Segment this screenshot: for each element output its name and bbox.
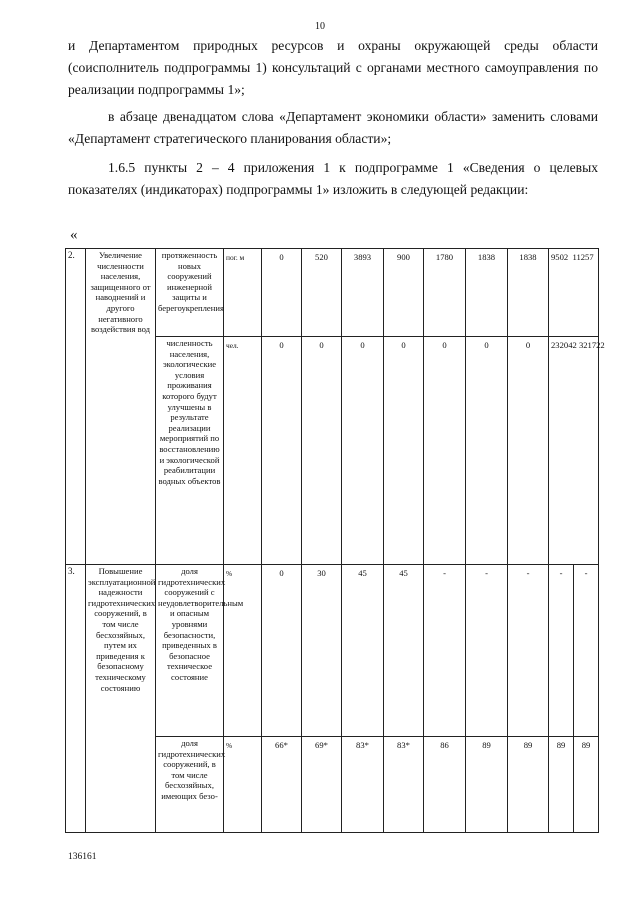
- table-row: [66, 249, 599, 337]
- value-cell: 232042: [551, 340, 577, 350]
- document-id: 136161: [68, 852, 97, 862]
- value-cell: 0: [262, 337, 302, 565]
- value-cell: 900: [384, 249, 424, 337]
- value-cell: 89: [549, 737, 574, 833]
- value-cell: 66*: [262, 737, 302, 833]
- unit-cell: %: [224, 737, 262, 833]
- value-cell: 0: [342, 337, 384, 565]
- value-cell: 321722: [578, 340, 605, 350]
- value-cell: 89: [574, 737, 599, 833]
- value-cell-pair: [549, 249, 599, 337]
- value-cell: 1838: [508, 249, 549, 337]
- body-text: [68, 35, 598, 201]
- value-cell: 0: [262, 565, 302, 737]
- table-row: [66, 565, 599, 737]
- value-cell: -: [508, 565, 549, 737]
- opening-quote: «: [70, 227, 78, 243]
- paragraph-2: в абзаце двенадцатом слова «Департамент экономики области» заменить словами «Департамент стратегического планирования области»;: [68, 109, 598, 146]
- value-cell: 0: [262, 249, 302, 337]
- indicators-table: [65, 248, 605, 833]
- value-cell-pair: [549, 337, 605, 565]
- value-cell: 1780: [424, 249, 466, 337]
- unit-cell: чел.: [224, 337, 262, 565]
- value-cell: 0: [302, 337, 342, 565]
- value-cell: 0: [508, 337, 549, 565]
- value-cell: 0: [384, 337, 424, 565]
- indicator-name: численность населения, экологические условия проживания которого будут улучшены в результате реализации мероприятий по восстановлению и экологической реабилитации водных объектов: [156, 337, 224, 565]
- paragraph-1: и Департаментом природных ресурсов и охраны окружающей среды области (соисполнитель подпрограммы 1) консультаций с органами местного самоуправления по реализации подпрограммы 1»;: [68, 38, 598, 97]
- task-cell: Увеличение численности населения, защищенного от наводнений и другого негативного воздействия вод: [86, 249, 156, 565]
- value-cell: 45: [384, 565, 424, 737]
- value-cell: -: [424, 565, 466, 737]
- value-cell: 520: [302, 249, 342, 337]
- value-cell: 30: [302, 565, 342, 737]
- value-cell: 83*: [342, 737, 384, 833]
- paragraph-3: 1.6.5 пункты 2 – 4 приложения 1 к подпрограмме 1 «Сведения о целевых показателях (индикаторах) подпрограммы 1» изложить в следующей редакции:: [68, 160, 598, 197]
- indicator-name: протяженность новых сооружений инженерной защиты и берегоукрепления: [156, 249, 224, 337]
- value-cell: 0: [424, 337, 466, 565]
- value-cell: 3893: [342, 249, 384, 337]
- value-cell: -: [549, 565, 574, 737]
- row-number: 3.: [66, 565, 86, 833]
- value-cell: 0: [466, 337, 508, 565]
- value-cell: 1838: [466, 249, 508, 337]
- unit-cell: пог. м: [224, 249, 262, 337]
- task-cell: Повышение эксплуатационной надежности гидротехнических сооружений, в том числе бесхозяйных, путем их приведения к безопасному техническому состоянию: [86, 565, 156, 833]
- indicator-name: доля гидротехнических сооружений с неудовлетворительным и опасным уровнями безопасности, приведенных в безопасное техническое состояние: [156, 565, 224, 737]
- value-cell: 9502: [551, 252, 569, 262]
- indicator-name: доля гидротехнических сооружений, в том числе бесхозяйных, имеющих безо-: [156, 737, 224, 833]
- row-number: 2.: [66, 249, 86, 565]
- unit-cell: %: [224, 565, 262, 737]
- value-cell: 83*: [384, 737, 424, 833]
- value-cell: 11257: [572, 252, 594, 262]
- value-cell: -: [574, 565, 599, 737]
- value-cell: 89: [466, 737, 508, 833]
- value-cell: 89: [508, 737, 549, 833]
- page-number: 10: [315, 21, 325, 32]
- value-cell: 69*: [302, 737, 342, 833]
- value-cell: 86: [424, 737, 466, 833]
- value-cell: 45: [342, 565, 384, 737]
- value-cell: -: [466, 565, 508, 737]
